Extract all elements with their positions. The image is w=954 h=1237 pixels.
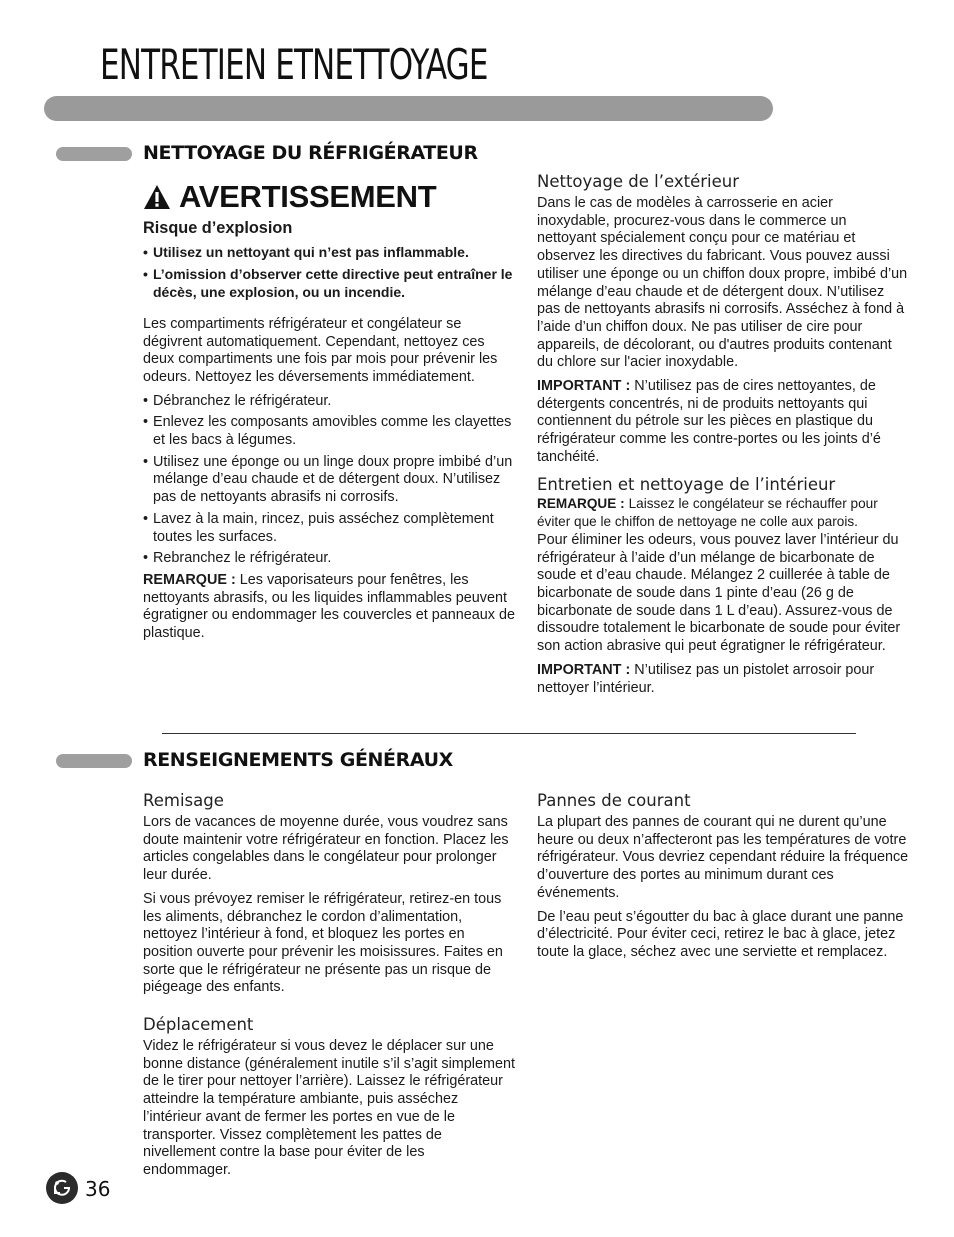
remark-label: REMARQUE : bbox=[143, 571, 236, 588]
section-heading-cleaning: NETTOYAGE DU RÉFRIGÉRATEUR bbox=[143, 142, 478, 164]
important-text: N’utilisez pas de cires nettoyantes, de détergents concentrés, ni de produits nettoyants qui contiennent du pétrole sur les pièces en plastique du réfrigérateur comme les contre-portes ou les joints d’é tanchéité. bbox=[537, 378, 881, 465]
cleaning-step: • Débranchez le réfrigérateur. bbox=[143, 393, 517, 411]
cleaning-remark bbox=[143, 572, 517, 643]
warning-triangle-icon bbox=[143, 184, 171, 210]
lg-logo bbox=[46, 1172, 78, 1204]
interior-remark bbox=[537, 495, 909, 532]
page-title: ENTRETIEN ETNETTOYAGE bbox=[100, 40, 488, 89]
cleaning-steps bbox=[143, 393, 517, 568]
interior-text: Pour éliminer les odeurs, vous pouvez laver l’intérieur du réfrigérateur à l’aide d’un mélange de bicarbonate de soude et d’eau chaude. Mélangez 2 cuillerée à table de bicarbonate de soude dans 1 pinte d’eau (26 g de bicarbonate de soude dans 1 L d’eau). Assurez-vous de dissoudre totalement le bicarbonate de soude pour éviter son action abrasive qui peut égratigner le réfrigérateur. bbox=[537, 531, 901, 655]
important-label: IMPORTANT : bbox=[537, 378, 631, 395]
warning-item: • L’omission d’observer cette directive peut entraîner le décès, une explosion, ou un incendie. bbox=[143, 266, 517, 301]
moving-title: Déplacement bbox=[143, 1015, 254, 1035]
general-right-column bbox=[537, 791, 909, 968]
cleaning-step: • Lavez à la main, rincez, puis asséchez complètement toutes les surfaces. bbox=[143, 511, 517, 546]
important-text: N’utilisez pas un pistolet arrosoir pour nettoyer l’intérieur. bbox=[537, 661, 875, 696]
remark-label: REMARQUE : bbox=[537, 495, 625, 511]
section-marker bbox=[56, 147, 132, 161]
exterior-title: Nettoyage de l’extérieur bbox=[537, 172, 739, 191]
exterior-important bbox=[537, 378, 909, 467]
title-bar bbox=[44, 96, 773, 121]
storage-text: Si vous prévoyez remiser le réfrigérateur, retirez-en tous les aliments, débranchez le cordon d’alimentation, nettoyez l’intérieur à fond, et bloquez les portes en position ouverte pour prévenir les moisissures. Faites en sorte que le réfrigérateur ne présente pas un risque de piégeage des enfants. bbox=[143, 890, 503, 996]
storage-text: Lors de vacances de moyenne durée, vous voudrez sans doute maintenir votre réfrigérateur en fonction. Placez les articles congelables dans le congélateur pour prolonger leur durée. bbox=[143, 814, 509, 884]
interior-important bbox=[537, 662, 909, 697]
cleaning-right-column bbox=[537, 172, 909, 703]
warning-banner bbox=[143, 179, 517, 215]
interior-title: Entretien et nettoyage de l’intérieur bbox=[537, 474, 836, 494]
page-number: 36 bbox=[85, 1177, 111, 1201]
cleaning-intro: Les compartiments réfrigérateur et congélateur se dégivrent automatiquement. Cependant, nettoyez ces deux compartiments une fois par mois pour prévenir les odeurs. Nettoyez les déversements immédiatement. bbox=[143, 315, 498, 385]
cleaning-step: • Rebranchez le réfrigérateur. bbox=[143, 550, 517, 568]
remark-text: Les vaporisateurs pour fenêtres, les nettoyants abrasifs, ou les liquides inflammables peuvent égratigner ou endommager les couvercles et panneaux de plastique. bbox=[143, 571, 515, 642]
cleaning-step: • Enlevez les composants amovibles comme les clayettes et les bacs à légumes. bbox=[143, 414, 517, 449]
risk-title: Risque d’explosion bbox=[143, 219, 293, 237]
power-text: De l’eau peut s’égoutter du bac à glace durant une panne d’électricité. Pour éviter ceci, retirez le bac à glace, jetez toute la glace, séchez avec une serviette et remplacez. bbox=[537, 908, 904, 960]
moving-text: Videz le réfrigérateur si vous devez le déplacer sur une bonne distance (généralement inutile s’il s’agit simplement de le tirer pour nettoyer l’arrière). Laissez le réfrigérateur atteindre la température ambiante, puis asséchez l’intérieur avant de fermer les portes en vue de le transporter. Vissez complètement les pattes de nivellement contre la base pour éviter de les endommager. bbox=[143, 1038, 515, 1178]
important-label: IMPORTANT : bbox=[537, 661, 631, 678]
exterior-text: Dans le cas de modèles à carrosserie en acier inoxydable, procurez-vous dans le commerce un nettoyant spécialement conçu pour ce matériau et observez les directives du fabricant. Vous pouvez aussi utiliser une éponge ou un chiffon doux propre, imbibé d’un mélange d’eau chaude et de détergent doux. N’utilisez pas de nettoyants abrasifs ni corrosifs. Asséchez à fond à l’aide d’un chiffon doux. Ne pas utiliser de cire pour appareils, de décolorant, ou d'autres produits contenant du chlore sur l'acier inoxydable. bbox=[537, 195, 908, 371]
power-title: Pannes de courant bbox=[537, 791, 691, 810]
section-marker bbox=[56, 754, 132, 768]
cleaning-left-column bbox=[143, 179, 517, 649]
cleaning-step: • Utilisez une éponge ou un linge doux propre imbibé d’un mélange d’eau chaude et de détergent doux. N’utilisez pas de nettoyants abrasifs ni corrosifs. bbox=[143, 454, 517, 507]
warning-label: AVERTISSEMENT bbox=[179, 179, 437, 215]
warning-item: • Utilisez un nettoyant qui n’est pas inflammable. bbox=[143, 244, 517, 262]
remark-text: Laissez le congélateur se réchauffer pour éviter que le chiffon de nettoyage ne colle aux parois. bbox=[537, 495, 878, 530]
power-text: La plupart des pannes de courant qui ne durent qu’une heure ou deux n’affecteront pas les températures de votre réfrigérateur. Vous devriez cependant réduire la fréquence d’ouverture des portes au minimum durant ces événements. bbox=[537, 814, 909, 901]
storage-title: Remisage bbox=[143, 791, 224, 810]
warning-list bbox=[143, 244, 517, 302]
general-left-column bbox=[143, 791, 515, 1186]
section-divider bbox=[162, 733, 856, 734]
section-heading-general: RENSEIGNEMENTS GÉNÉRAUX bbox=[143, 749, 453, 771]
